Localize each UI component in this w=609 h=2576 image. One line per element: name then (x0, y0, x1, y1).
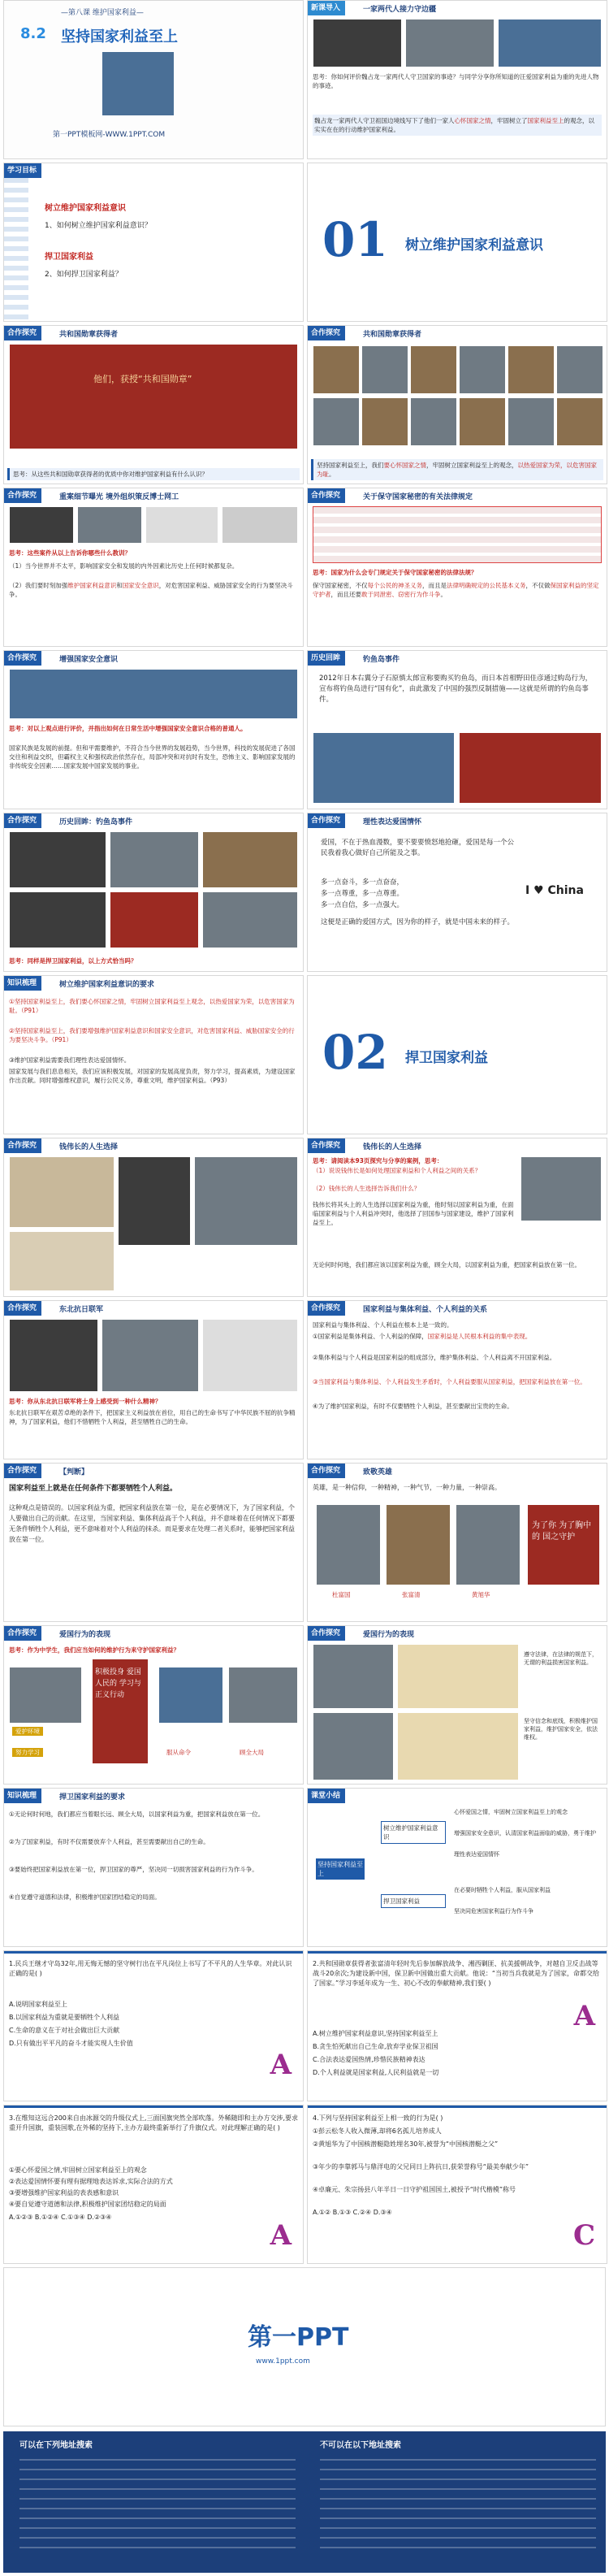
goal-1: 树立维护国家利益意识 (45, 204, 126, 213)
row-1 (0, 0, 609, 163)
hero-photo-1 (316, 1504, 381, 1585)
tag: 合作探究 (4, 1301, 41, 1316)
tag: 学习目标 (4, 163, 41, 178)
army-image-3 (202, 1319, 298, 1392)
tag: 合作探究 (4, 1138, 41, 1153)
slide-relation (307, 1300, 607, 1459)
hero-name-1: 杜富国 (332, 1591, 351, 1598)
slide-title-text: 【判断】 (59, 1468, 89, 1477)
portrait-12 (556, 397, 603, 446)
q1-answer: A (270, 2049, 292, 2081)
portrait-6 (556, 345, 603, 394)
qian-think-3: （2）钱伟长的人生选择告诉我们什么？ (313, 1185, 421, 1192)
defend-3: ③要始终把国家利益放在第一位，捍卫国家的尊严，坚决同一切损害国家利益的行为作斗争。 (9, 1866, 258, 1873)
q2-text: 2.共和国勋章获得者张富清年轻时先后参加解放战争、湘西剿匪、抗美援朝战争，对越自卫反击战等战斗20余次;为建设新中国，保卫新中国做出重大贡献。他说：“当初当兵我就是为了国家，命都交给了国家。”学习李延年成为一生、初心不改的奉献精神,我们要( ) (313, 1960, 600, 1987)
row-11 (0, 1625, 609, 1788)
tag: 合作探究 (308, 1626, 345, 1641)
a3: ，而且是 (422, 582, 447, 589)
hero-photo-3 (456, 1504, 520, 1585)
slide-case (3, 488, 304, 647)
qian-think-2: （1）说说钱伟长是如何处理国家利益和个人利益之间的关系？ (313, 1167, 482, 1174)
summary-branch-2: 捍卫国家利益 (381, 1894, 446, 1908)
slide-section-02 (307, 975, 607, 1134)
summary-leaf-1: 心怀爱国之情，牢固树立国家利益至上的观念 (454, 1809, 568, 1815)
army-think: 思考：你从东北抗日联军将士身上感受到一种什么精神？ (9, 1398, 162, 1405)
row-9 (0, 1300, 609, 1463)
label-1: 爱护环境 (12, 1727, 43, 1736)
q2-opt-d: D.个人利益就是国家利益,人民利益就是一切 (313, 2069, 439, 2076)
tag: 合作探究 (4, 813, 41, 828)
a6: 保国家利益的坚定守护者 (313, 582, 599, 598)
rational-line-5: 这便是正确的爱国方式，因为你的样子，就是中国未来的样子。 (321, 918, 515, 926)
row-7 (0, 975, 609, 1138)
mark-2: 顾全大局 (240, 1749, 264, 1756)
bubble-2: 坚守信念和底线，积极维护国家利益，维护国家安全，依法维权。 (524, 1718, 598, 1741)
portrait-1 (313, 345, 360, 394)
slide-northeast (3, 1300, 304, 1459)
hero-seal (527, 1504, 600, 1585)
slide-title-text: 捍卫国家利益的要求 (59, 1793, 126, 1802)
tag: 历史回眸 (308, 651, 345, 666)
portrait-3 (410, 345, 457, 394)
think-box: 思考：从这些共和国勋章获得者的优质中你对维护国家利益有什么认识？ (7, 468, 300, 480)
slide-title-text: 历史回眸：钓鱼岛事件 (59, 818, 133, 826)
banner-text: 积极投身 爱国人民的 学习与 正义行动 (95, 1668, 141, 1699)
law-answer (313, 581, 602, 599)
cartoon-2 (397, 1644, 519, 1709)
footer-left-title: 可以在下列地址搜索 (19, 2441, 93, 2450)
tag: 合作探究 (308, 1464, 345, 1478)
cover-image (102, 51, 175, 116)
p2-c: 和 (116, 582, 123, 589)
q3-opt-4: ④要自觉遵守道德和法律,积极维护国家团结稳定的局面 (9, 2201, 166, 2208)
a4: 法律明确规定的公民基本义务 (447, 582, 526, 589)
behavior-image-3 (228, 1667, 298, 1724)
case-image-3 (145, 506, 218, 544)
section-title: 捍卫国家利益 (405, 1050, 488, 1066)
tag: 合作探究 (308, 326, 345, 340)
slide-behavior-2 (307, 1625, 607, 1785)
event-image-3 (202, 831, 298, 888)
slide-qian-2 (307, 1138, 607, 1297)
end-logo: 第一PPT (248, 2323, 349, 2352)
q4-choices: A.①② B.①③ C.②④ D.③④ (313, 2209, 392, 2216)
row-13 (0, 1950, 609, 2105)
slide-section-01 (307, 163, 607, 322)
security-image (9, 669, 298, 719)
row-2 (0, 163, 609, 325)
slide-title-text: 增强国家安全意识 (59, 656, 119, 664)
medal-banner-image (9, 344, 298, 449)
a7: ，而且还要 (330, 591, 361, 598)
slide-title-text: 钱伟长的人生选择 (59, 1143, 119, 1151)
tag: 合作探究 (4, 1626, 41, 1641)
rb: ①国家利益是集体利益、个人利益的保障， (313, 1333, 428, 1340)
slide-title-text: 钱伟长的人生选择 (363, 1143, 422, 1151)
q3-opt-1: ①要心怀爱国之情,牢固树立国家利益至上的观念 (9, 2166, 147, 2174)
slide-secret-law (307, 488, 607, 647)
summary-leaf-3: 理性表达爱国情怀 (454, 1851, 499, 1858)
event-image-2 (110, 831, 199, 888)
intro-image-1 (313, 19, 402, 67)
portrait-5 (508, 345, 555, 394)
slide-title-text: 理性表达爱国情怀 (363, 818, 422, 826)
q3-opt-2: ②表达爱国情怀要有理有据理地表达诉求,实际合法的方式 (9, 2178, 173, 2185)
goal-q2: 2、如何捍卫国家利益？ (45, 271, 123, 279)
tag: 合作探究 (308, 1138, 345, 1153)
ans-e: 的观念，以实实在在的行动维护国家利益。 (314, 117, 594, 133)
security-think: 思考：对以上观点进行评价，并指出如何在日常生活中增强国家安全意识合格的普通人。 (9, 725, 247, 732)
event-think: 思考：同样是捍卫国家利益，以上方式恰当吗？ (9, 957, 137, 965)
i-love-china-logo (525, 884, 584, 897)
slide-title-text: 东北抗日联军 (59, 1306, 104, 1314)
q3-choices: A.①②③ B.①②④ C.①③④ D.②③④ (9, 2214, 112, 2221)
p2-a: （2）我们要时刻加强 (9, 582, 68, 589)
slide-defend-req (3, 1788, 304, 1947)
heroes-body: 英雄，是一种信仰，一种精神，一种气节，一种力量，一种崇高。 (313, 1484, 501, 1491)
slide-goals (3, 163, 304, 322)
portrait-10 (459, 397, 506, 446)
t-b: 要心怀国家之情 (383, 462, 426, 469)
slide-diaoyu-1 (307, 650, 607, 809)
decor-strip (4, 178, 28, 322)
a2: 每个公民的神圣义务 (367, 582, 422, 589)
defend-2: ②为了国家利益，有时不仅需要放弃个人利益，甚至需要献出自己的生命。 (9, 1838, 209, 1845)
ans-a: 魏占龙一家两代人守卫祖国边境线写下了他们一家人 (314, 117, 455, 124)
rational-line-4: 多一点自信，多一点强大。 (321, 901, 404, 909)
portrait-7 (313, 397, 360, 446)
army-answer: 东北抗日联军在艰苦卓绝的条件下，把国家主义利益放在首位，用自己的生命书写了中华民族不屈的抗争精神，为了国家利益，他们不惜牺牲个人利益，甚至牺牲自己的生命。 (9, 1409, 296, 1425)
row-5 (0, 650, 609, 813)
rational-line-2: 多一点奋斗，多一点奋奋， (321, 878, 404, 887)
a1: 保守国家秘密，不仅 (313, 582, 368, 589)
event-image-1 (9, 831, 106, 888)
relation-a: 国家利益与集体利益、个人利益在根本上是一致的。 (313, 1321, 453, 1329)
footer-links-left[interactable] (19, 2459, 296, 2556)
row-4 (0, 488, 609, 650)
hero-name-2: 张富清 (402, 1591, 421, 1598)
case-image-1 (9, 506, 74, 544)
q3-text: 3.在维知这远合200来自由冰源交的升级仪式上,三面国旗突然全部吹落。外稀随即和主办方交涉,要求重开升国旗，重装国歌,在外稀的坚持下,主办方最终重新举行了升旗仪式。对此理解正确的是( ) (9, 2114, 298, 2131)
event-image-5 (110, 891, 199, 948)
top-bar (308, 1951, 607, 1954)
q4-opt-4: ④卓廉元、朱宗扬县八年半日一日守护祖国国土,被授予“时代楷模”称号 (313, 2186, 516, 2193)
cartoon-3 (313, 1712, 394, 1780)
section-number: 01 (322, 212, 388, 267)
q3-opt-3: ③要增强维护国家利益的表表感和意识 (9, 2189, 119, 2197)
row-10 (0, 1463, 609, 1625)
slide-judge (3, 1463, 304, 1622)
q1-opt-d: D.只有做出平平凡的奋斗才能实现人生价值 (9, 2040, 133, 2047)
cartoon-4 (397, 1712, 519, 1780)
portrait-11 (508, 397, 555, 446)
behavior-question: 思考：作为中学生，我们应当如何的维护行为来守护国家利益？ (9, 1646, 179, 1654)
intro-image-3 (498, 19, 602, 67)
think-text: 思考：你如何评价魏占龙一家两代人守卫国家的事迹？与同学分享你所知道的汪爱国家利益为重的先进人物的事迹。 (313, 73, 599, 89)
slide-title-text: 爱国行为的表现 (363, 1631, 415, 1639)
logo-text: I ♥ China (525, 884, 584, 897)
tag: 合作探究 (4, 488, 41, 503)
portrait-8 (361, 397, 408, 446)
mark-1: 服从命令 (166, 1749, 191, 1756)
req-line-1: ①坚持国家利益至上，我们要心怀国家之情，牢固树立国家利益至上观念，以热爱国家为荣，以危害国家为耻。（P91） (9, 998, 295, 1014)
a5: ，不仅做 (525, 582, 551, 589)
event-image-6 (202, 891, 298, 948)
relation-d: ②集体利益与个人利益是国家利益的组成部分，维护集体利益、个人利益离不开国家利益。 (313, 1354, 556, 1361)
req-line-3: ③维护国家利益需要我们理性表达爱国情怀。 (9, 1056, 131, 1064)
tag: 合作探究 (308, 1301, 345, 1316)
portrait-9 (410, 397, 457, 446)
tag: 合作探究 (308, 488, 345, 503)
defend-1: ①无论何时何地，我们都应当着眼长远、顾全大局，以国家利益为重，把国家利益放在第一位。 (9, 1811, 265, 1818)
req-line-2: ②坚持国家利益至上，我们要增强维护国家利益意识和国家安全意识，对危害国家利益、威胁国家安全的行为要坚决斗争。（P91） (9, 1027, 295, 1043)
slide-title-text: 爱国行为的表现 (59, 1631, 111, 1639)
row-12 (0, 1788, 609, 1950)
t-e: 。 (329, 471, 335, 478)
row-15 (0, 2267, 609, 2430)
law-question: 思考：国家为什么会专门规定关于保守国家秘密的法律法规？ (313, 569, 477, 576)
t-c: ，牢固树立国家利益至上的观念， (426, 462, 518, 469)
bubble-1: 遵守法律，在法律的规范下，无谓的利益损害国家利益。 (524, 1651, 598, 1666)
summary-leaf-5: 坚决同危害国家利益行为作斗争 (454, 1908, 533, 1915)
lesson-num: 8.2 (20, 25, 46, 42)
q3-answer: A (270, 2219, 292, 2252)
case-p1: （1）当今世界并不太平，影响国家安全和发展的内外因素比历史上任何时候都复杂。 (9, 562, 239, 570)
tag: 合作探究 (4, 1464, 41, 1478)
q4-opt-3: ③年少的李靠郭马与鼎洋电的父兄同日上阵抗日,获荣誉称号“最美奉献少年” (313, 2163, 529, 2171)
p2-e: ，对危害国家利益、威胁国家安全的行为要坚决斗争。 (9, 582, 293, 598)
ans-d: 国家利益至上 (527, 117, 564, 124)
top-bar (308, 2105, 607, 2108)
footer-right-title: 不可以在以下地址搜索 (320, 2441, 401, 2450)
slide-rational (307, 813, 607, 972)
case-p2 (9, 581, 298, 599)
qian-answer-2: 无论何时何地，我们都应该以国家利益为重，顾全大局，以国家利益为重，把国家利益放在第一位。 (313, 1261, 581, 1268)
security-answer: 国家民族是发展的前提。但和平需要维护，不符合当今世界的发展趋势，当今世界，科技的发展促进了各国交往和利益交织，但霸权主义和强权政治依然存在，局部冲突和对抗时有发生，恐怖主义、影响国家发展的非传统安全因素……国家发展中国家发展的事业。 (9, 744, 296, 770)
intro-think (313, 72, 602, 90)
lesson-top: —第八课 维护国家利益— (61, 9, 144, 17)
p2-b: 维护国家利益意识 (67, 582, 117, 589)
case-image-4 (222, 506, 298, 544)
event-image-4 (9, 891, 106, 948)
a8: 敢于同泄密、窃密行为作斗争 (361, 591, 441, 598)
slide-title-text: 钓鱼岛事件 (363, 656, 400, 664)
q1-text: 1.民兵王继才守岛32年,用无悔无憾的坚守树行出在平凡岗位上书写了不平凡的人生华章。对此认识正确的是( ) (9, 1960, 292, 1977)
diaoyu-text: 2012年日本右翼分子石原慎太郎宣称要购买钓鱼岛，而日本首相野田佳彦通过购岛行为，宣布将钓鱼岛进行“国有化”，由此激发了中国的强烈反制措施——这就是所谓的钓鱼岛事件。 (319, 674, 593, 704)
banner-text: 他们，获授“共和国勋章” (93, 374, 192, 384)
behavior-image-2 (158, 1667, 223, 1724)
slide-end-logo (3, 2267, 606, 2426)
intro-image-2 (405, 19, 495, 67)
slide-diaoyu-2 (3, 813, 304, 972)
case-image-2 (77, 506, 142, 544)
tag: 合作探究 (308, 813, 345, 828)
slide-q4 (307, 2105, 607, 2264)
tag: 知识梳理 (4, 1789, 41, 1803)
slide-qian-1 (3, 1138, 304, 1297)
lesson-title: 坚持国家利益至上 (61, 28, 178, 46)
rational-line-1: 爱国，不在于热血漫数，要不要要愤怒地抢砸，爱国是每一个公民我着我心做好自己所能及之事。 (321, 839, 515, 857)
qian-photo (520, 1156, 602, 1221)
tag: 课堂小结 (308, 1789, 345, 1803)
hero-name-3: 黄旭华 (472, 1591, 490, 1598)
slide-q2 (307, 1950, 607, 2101)
law-excerpt (313, 506, 602, 563)
q1-opt-a: A.说明国家利益至上 (9, 2001, 67, 2008)
protest-image (459, 732, 602, 804)
slide-title (3, 0, 304, 159)
summary-branch-1: 树立维护国家利益意识 (381, 1821, 446, 1844)
case-question: 思考：这些案件从以上告诉你哪些什么教训？ (9, 549, 131, 557)
slide-req-1 (3, 975, 304, 1134)
rc: 国家利益是人民根本利益的集中表现。 (427, 1333, 532, 1340)
judge-question: 国家利益至上就是在任何条件下都要牺牲个人利益。 (9, 1485, 178, 1493)
row-6 (0, 813, 609, 975)
q2-opt-c: C.合法表达爱国热情,珍惜民族精神表达 (313, 2056, 425, 2063)
ans-c: ，牢固树立了 (490, 117, 528, 124)
slide-title-text: 重案细节曝光 境外组织策反博士网工 (59, 493, 179, 501)
relation-b (313, 1332, 602, 1341)
slide-medal-1 (3, 325, 304, 484)
slide-q1 (3, 1950, 304, 2101)
goal-2: 捍卫国家利益 (45, 253, 93, 262)
cartoon-1 (313, 1644, 394, 1709)
top-bar (4, 1951, 303, 1954)
summary-root: 坚持国家利益至上 (316, 1858, 365, 1880)
footer-links-right[interactable] (320, 2459, 596, 2556)
behavior-image-1 (9, 1667, 82, 1724)
tag: 合作探究 (4, 651, 41, 666)
row-8 (0, 1138, 609, 1300)
t-a: 坚持国家利益至上，我们 (317, 462, 384, 469)
slide-title-text: 关于保守国家秘密的有关法律规定 (363, 493, 473, 501)
slide-title-text: 国家利益与集体利益、个人利益的关系 (363, 1306, 488, 1314)
slide-behavior-1 (3, 1625, 304, 1785)
island-image (313, 732, 455, 804)
qian-portrait-young (118, 1156, 191, 1246)
army-image-2 (102, 1319, 199, 1392)
qian-answer-1: 钱伟长将其头上的人生选择以国家利益为重，他时刻以国家利益为重，在面临国家利益与个人利益冲突时，他选择了回国参与国家建设，维护了国家利益至上。 (313, 1201, 514, 1226)
slide-security (3, 650, 304, 809)
slide-title-text: 共和国勋章获得者 (59, 331, 119, 339)
qian-book-image (9, 1156, 114, 1228)
slide-title-text: 树立维护国家利益意识的要求 (59, 981, 155, 989)
hero-photo-2 (386, 1504, 451, 1585)
q4-answer: C (572, 2219, 595, 2252)
q4-opt-2: ②黄旭华为了中国核潜艇隐姓埋名30年,被誉为“中国核潜艇之父” (313, 2140, 499, 2148)
q2-opt-a: A.树立维护国家利益意识,坚持国家利益至上 (313, 2030, 438, 2037)
site-text: 第一PPT模板网-WWW.1PPT.COM (53, 131, 166, 139)
portrait-4 (459, 345, 506, 394)
q4-text: 4.下列与坚持国家利益至上相一致的行为是( ) (313, 2114, 443, 2122)
defend-4: ④自觉遵守道德和法律，积极维护国家团结稳定的局面。 (9, 1893, 161, 1901)
summary-leaf-2: 增强国家安全意识，认清国家利益面临的威胁，勇于维护 (454, 1830, 596, 1837)
footer (3, 2431, 606, 2573)
army-image-1 (9, 1319, 98, 1392)
tag: 合作探究 (4, 326, 41, 340)
tag: 知识梳理 (4, 976, 41, 991)
t-d: 以热爱国家为荣，以危害国家为耻 (317, 462, 597, 478)
slide-title-text: 共和国勋章获得者 (363, 331, 422, 339)
slide-intro (307, 0, 607, 159)
slide-q3 (3, 2105, 304, 2264)
label-2: 努力学习 (12, 1748, 43, 1757)
top-bar (4, 2105, 303, 2108)
q2-answer: A (573, 2000, 595, 2032)
qian-portrait-old (194, 1156, 298, 1246)
section-title: 树立维护国家利益意识 (405, 237, 543, 254)
ans-b: 心怀国家之情 (454, 117, 491, 124)
row-3 (0, 325, 609, 488)
intro-answer (313, 115, 602, 136)
row-14 (0, 2105, 609, 2267)
relation-e: ③当国家利益与集体利益、个人利益发生矛盾时，个人利益要服从国家利益，把国家利益放在第一位。 (313, 1378, 586, 1386)
q4-opt-1: ①彭云松冬人收入微薄,却将6名孤儿培养成人 (313, 2127, 442, 2135)
qian-think-1: 思考：请阅读本93页探究与分享的案例，思考： (313, 1157, 443, 1164)
req-line-4: 国家发展与我们息息相关，我们应该积极发展，对国家的发展高度负责，努力学习，提高素质，为建设国家作出贡献。同时增强维权意识，履行公民义务，尊重文明，维护国家利益。（P93） (9, 1068, 296, 1084)
p2-d: 国家安全意识 (122, 582, 159, 589)
slide-medal-2 (307, 325, 607, 484)
think-box (311, 459, 603, 480)
slide-title-text: 一家两代人接力守边疆 (363, 6, 437, 14)
summary-leaf-4: 在必要时牺牲个人利益，服从国家利益 (454, 1887, 551, 1893)
slide-summary (307, 1788, 607, 1947)
rational-line-3: 多一点尊重，多一点尊重。 (321, 890, 404, 898)
judge-body: 这种观点是错误的。以国家利益为重，把国家利益放在第一位，是在必要情况下，为了国家利益，个人要做出自己的贡献。在这里，当国家利益、集体利益高于个人利益，并不意味着在任何情况下都要无条件牺牲个人利益，更不意味着对个人利益的抹杀。而是要求在处理二者关系时，能够把国家利益放在第一位。 (9, 1504, 295, 1543)
q2-opt-b: B.贪生怕死献出自己生命,放弃学业保卫祖国 (313, 2043, 438, 2050)
q1-opt-b: B.以国家利益为重就是要牺牲个人利益 (9, 2014, 120, 2021)
tag: 新课导入 (308, 1, 345, 15)
end-site: www.1ppt.com (256, 2357, 310, 2366)
a9: 。 (440, 591, 447, 598)
seal-text: 为了你 为了胸中的 国之守护 (532, 1521, 592, 1542)
slide-heroes (307, 1463, 607, 1622)
portrait-2 (361, 345, 408, 394)
qian-doc-image (9, 1231, 114, 1291)
goal-q1: 1、如何树立维护国家利益意识？ (45, 222, 152, 230)
q1-opt-c: C.生命的意义在于对社会做出巨大贡献 (9, 2027, 120, 2034)
relation-f: ④为了维护国家利益，有时不仅要牺牲个人利益，甚至要献出宝贵的生命。 (313, 1403, 513, 1410)
section-number: 02 (322, 1025, 388, 1080)
slide-title-text: 致敬英雄 (363, 1468, 393, 1477)
